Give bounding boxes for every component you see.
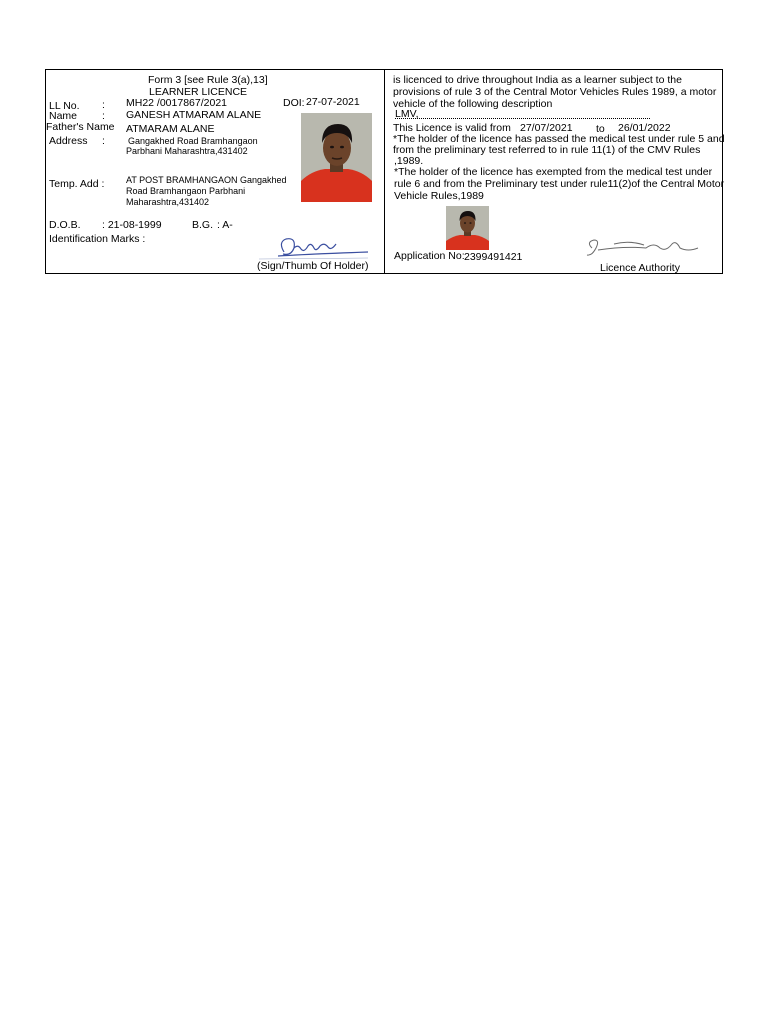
intro-line-2: provisions of rule 3 of the Central Motor Vehicles Rules 1989, a motor [393, 86, 717, 98]
ll-no-colon: : [102, 99, 105, 111]
valid-from-value: 27/07/2021 [520, 122, 573, 134]
temp-address-line-1: AT POST BRAMHANGAON Gangakhed [126, 175, 287, 185]
note-2-line-3: Vehicle Rules,1989 [394, 190, 484, 202]
doi-value: 27-07-2021 [306, 96, 360, 108]
identification-marks-label: Identification Marks : [49, 233, 146, 245]
dob-value: : 21-08-1999 [102, 219, 162, 231]
valid-from-label: This Licence is valid from [393, 122, 511, 134]
ll-no-value: MH22 /0017867/2021 [126, 97, 227, 109]
name-colon: : [102, 110, 105, 122]
card-divider [384, 69, 385, 274]
valid-to-value: 26/01/2022 [618, 122, 671, 134]
blood-group-label: B.G. [192, 219, 214, 231]
temp-address-label: Temp. Add : [49, 178, 105, 190]
intro-line-1: is licenced to drive throughout India as a learner subject to the [393, 74, 682, 86]
holder-photo-small [446, 206, 489, 250]
valid-to-label: to [596, 123, 605, 135]
father-name-value: ATMARAM ALANE [126, 123, 215, 135]
address-label: Address [49, 135, 88, 147]
note-2-line-1: *The holder of the licence has exempted from the medical test under [394, 166, 713, 178]
name-value: GANESH ATMARAM ALANE [126, 109, 262, 121]
address-colon: : [102, 135, 105, 147]
note-1-line-1: *The holder of the licence has passed the medical test under rule 5 and [393, 133, 725, 145]
authority-signature [584, 236, 702, 265]
dob-label: D.O.B. [49, 219, 81, 231]
father-name-label: Father's Name [46, 121, 115, 133]
doi-label: DOI: [283, 97, 305, 109]
blood-group-value: : A- [217, 219, 233, 231]
holder-photo [301, 113, 372, 202]
note-1-line-3: ,1989. [394, 155, 424, 167]
address-line-1: Gangakhed Road Bramhangaon [128, 136, 258, 146]
form-title: Form 3 [see Rule 3(a),13] [148, 74, 268, 86]
vehicle-class-dotted-line [395, 118, 650, 119]
application-no-label: Application No: [394, 250, 465, 262]
intro-line-3: vehicle of the following description [393, 98, 553, 110]
address-line-2: Parbhani Maharashtra,431402 [126, 146, 248, 156]
temp-address-line-2: Road Bramhangaon Parbhani [126, 186, 246, 196]
name-label: Name [49, 110, 78, 122]
vehicle-class: LMV, [395, 108, 419, 120]
note-2-line-2: rule 6 and from the Preliminary test under rule11(2)of the Central Motor [394, 178, 725, 190]
application-no-value: 2399491421 [464, 251, 523, 263]
temp-address-line-3: Maharashtra,431402 [126, 197, 210, 207]
holder-signature-caption: (Sign/Thumb Of Holder) [257, 260, 369, 272]
licence-authority-caption: Licence Authority [600, 262, 680, 274]
ll-no-label: LL No. [49, 100, 80, 112]
note-1-line-2: from the preliminary test referred to in rule 11(1) of the CMV Rules [393, 144, 701, 156]
licence-title: LEARNER LICENCE [149, 86, 248, 98]
